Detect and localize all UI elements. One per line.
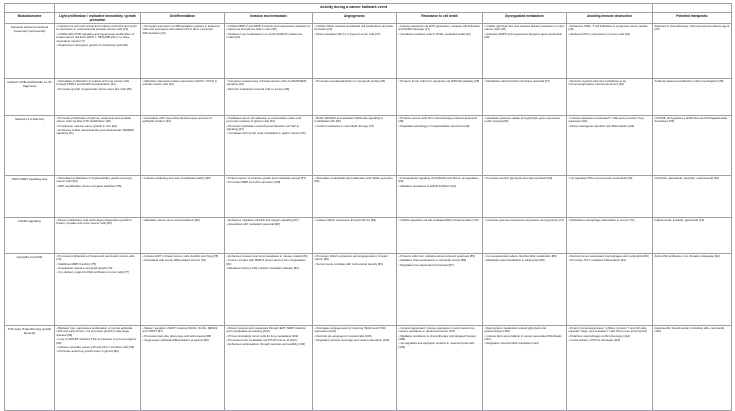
table-cell <box>397 24 483 79</box>
cell-entry: • Limits efficacy of PD-L1 blockade [115] <box>568 337 621 342</box>
cell-entry: • Suppresses clonogenic growth of melanoma cells [28] <box>56 42 128 47</box>
cell-entry: • Loss of SMAD4 switches TGF-β response to pro-tumorigenic [94] <box>56 337 137 345</box>
table-cell <box>313 24 397 79</box>
column-header-row <box>5 13 732 24</box>
table-cell <box>141 79 225 116</box>
cell-entry: • Stimulates proliferation of hepatocellular, gastric and lung cancer cells [54] <box>56 176 132 184</box>
cell-entry: • Modulates mitochondrial membrane potential [37] <box>484 79 550 83</box>
cell-entry: • Promotes growth of pancreatic cancer stem-like cells [35] <box>56 86 132 91</box>
column-header: Modulatorname <box>5 13 55 24</box>
cell-entry: • Down-regulates HIF-1α in hypoxic tumor cells [27] <box>314 31 381 36</box>
cell-entry: • Confers resistance to anti-VEGF therapy [47] <box>314 123 374 128</box>
table-cell <box>567 218 653 254</box>
cell-entry: • Modulates lipid metabolism in adipocytes [89] <box>484 258 545 263</box>
table-cell <box>225 79 313 116</box>
cell-entry: • Forms complex with MMP-9 and protects it from degradation [81] <box>226 258 306 266</box>
cell-entry: • Promotes bone metastasis via PTHrP and IL-11 [102] <box>226 337 297 342</box>
modulator-name: Lipocalin-2 (LCN2) <box>5 254 55 326</box>
table-cell <box>567 24 653 79</box>
cell-entry: • Associated with mesenchymal phenotype and loss of epithelial markers [42] <box>142 116 212 124</box>
cell-entry: • Sensitizes resistant cells to TRAIL-mediated death [32] <box>398 31 471 36</box>
table-row <box>5 24 732 79</box>
cell-entry: • Promotes VEGF expression and angiogenesis in breast cancer [83] <box>314 254 388 262</box>
cell-entry: • Context-dependent: induces apoptosis in early lesions but confers resistance in advanced tumors [107] <box>398 326 475 334</box>
table-cell <box>483 254 567 326</box>
cell-entry: • Stimulates endothelial cell proliferation and VEGF secretion [59] <box>314 176 393 184</box>
table-cell <box>55 326 141 411</box>
table-cell <box>483 79 567 116</box>
column-header: Avoiding immune destruction <box>567 13 653 24</box>
cell-entry: • Iron delivery supports DNA synthesis in tumor cells [77] <box>56 270 130 275</box>
cell-entry: • Increases glucose transporter expression and glycolysis [71] <box>484 218 564 222</box>
cell-entry: Galunisertib, fresolimumab, bintrafusp alfa, vactosertib [116] <box>654 326 725 334</box>
table-cell <box>653 254 732 326</box>
header-empty-cell <box>5 4 55 13</box>
cell-entry: • Modulates macrophage polarization in tumors [72] <box>568 218 635 222</box>
cell-entry: • Potent inducer of invasive growth and metastatic spread [57] <box>226 176 306 180</box>
cell-entry: • Up-regulates PD-L1 and recruits neutrophils [63] <box>568 176 633 180</box>
table-row <box>5 116 732 176</box>
cell-entry: • Enhances extravasation through vascular permeability [103] <box>226 342 305 347</box>
cell-entry: • Induces scattering and loss of epithelial polarity [56] <box>142 176 211 180</box>
cell-entry: • Reprograms metabolism toward glycolysis and glutaminolysis [110] <box>484 326 547 334</box>
cell-entry: • Inhibits Akt/mTOR signaling and suppresses proliferation of breast cancer cell lines (MCF-7, MDA-MB-231) in a dose-dependent manner [7] <box>56 31 135 43</box>
cell-entry: • Regulates pericyte coverage and vessel maturation [106] <box>314 337 390 342</box>
cell-entry: • Suppresses epithelial differentiation programs [99] <box>142 337 209 342</box>
cell-entry: • Induces EMT in breast cancer cells via ERα and Slug [78] <box>142 254 219 258</box>
cell-entry: • Maintains stemness marker expression (SOX2, OCT4) in ovarian cancer cells [22] <box>142 79 218 87</box>
table-cell <box>55 24 141 79</box>
cell-entry: • Stabilizes MMP-9 activity [75] <box>56 261 97 266</box>
table-cell <box>313 176 397 218</box>
cell-entry: • Drives tolerogenic dendritic cell differentiation [52] <box>568 123 635 128</box>
cell-entry: • Promotes MMP and uPA expression [58] <box>226 180 281 185</box>
cell-entry: • Protects tumor cells from apoptosis via PI3K/Akt pathway [25] <box>398 79 480 83</box>
cell-entry: Anti-LCN2 antibodies; iron chelation strategies [92] <box>654 254 720 258</box>
cell-entry: • Stimulates angiogenesis by inducing VEGF and CTGF expression [104] <box>314 326 387 334</box>
table-body <box>5 24 732 411</box>
cell-entry: • Enhances migration via FAK and integrin signaling [67] <box>226 218 299 222</box>
table-cell <box>141 326 225 411</box>
cell-entry: • Elevated urinary LCN2 predicts metastatic disease [82] <box>226 265 299 270</box>
table-cell <box>225 176 313 218</box>
table-cell <box>313 254 397 326</box>
table-cell <box>141 176 225 218</box>
table-cell <box>653 79 732 116</box>
cell-entry: • Facilitates tumor cell adhesion to extracellular matrix and promotes invasion of glioma cells [43] <box>226 116 302 124</box>
table-cell <box>397 79 483 116</box>
table-cell <box>653 116 732 176</box>
cell-entry: • Recruits multipotent stromal cells to tumors [36] <box>226 86 290 91</box>
cell-entry: • Promotes proliferation of glioma, melanoma and prostate cancer cells via Ras-GTP stabilization [39] <box>56 116 132 124</box>
cell-entry: • Promotes autocrine growth loops in glioma [96] <box>56 349 119 354</box>
column-header: Dysregulated metabolism <box>483 13 567 24</box>
cell-entry: • Master regulator of EMT, inducing SNAIL, SLUG, ZEB1/2 and TWIST [97] <box>142 326 218 334</box>
cell-entry: • Regulates mitochondrial respiration [112] <box>484 341 539 346</box>
column-header: Angiogenesis <box>313 13 397 24</box>
table-cell <box>397 116 483 176</box>
modulator-name: IGF1R signaling <box>5 218 55 254</box>
table-cell <box>397 326 483 411</box>
cell-entry: • Mediates resistance to chemotherapy and targeted therapy [108] <box>398 333 476 342</box>
table-cell <box>313 116 397 176</box>
table-cell <box>225 326 313 411</box>
cell-entry: • Mediates chemoresistance in colorectal cancer [86] <box>398 258 467 263</box>
cell-entry: • Induces G1 cell cycle arrest and reduces cyclin D1 and cyclin E expression in colorectal and prostate cancer cells [13] <box>56 24 137 32</box>
cell-entry: • Protects cells from oxidative stress-induced apoptosis [85] <box>398 254 475 258</box>
cell-entry: • Up-regulates anti-apoptotic proteins in mesenchymal cells [109] <box>398 341 475 349</box>
table-cell <box>55 116 141 176</box>
cell-entry: • Inhibits glycolytic flux and reduces lactate production in colon cancer cells [18] <box>484 24 565 32</box>
table-cell <box>313 218 397 254</box>
table-cell <box>653 176 732 218</box>
cell-entry: • Recruits pro-angiogenic myeloid cells [105] <box>314 333 372 338</box>
cell-entry: Adjuvant to chemotherapy; chemopreventive dietary agent [20] <box>654 24 730 32</box>
table-cell <box>55 218 141 254</box>
table-row <box>5 254 732 326</box>
cell-entry: • Associated with poorly differentiated tumors [79] <box>142 258 206 263</box>
cell-entry: • Recruits tumor-associated macrophages and neutrophils [90] <box>568 254 649 258</box>
table-cell <box>483 326 567 411</box>
table-cell <box>567 176 653 218</box>
cell-entry: • Reduces PD-L1 expression on tumor cells [34] <box>568 31 630 36</box>
table-cell <box>55 79 141 116</box>
column-header: Potential therapeutic <box>653 13 732 24</box>
cell-entry: • Primes circulating tumor cells for lung metastasis [101] <box>226 333 299 338</box>
cell-entry: • Induces lipid accumulation in cancer-associated fibroblasts [111] <box>484 333 562 342</box>
table-cell <box>225 218 313 254</box>
cell-entry: • Regulates iron-dependent ferroptosis [87] <box>398 262 454 267</box>
cell-entry: • Potent immunosuppressor: inhibits cytotoxic T and NK cells, expands Tregs, and excludes T cells from tumor stroma [113] <box>568 326 648 334</box>
activity-span-header: Activity during a cancer hallmark event <box>55 4 653 13</box>
cell-entry: • Enhances CD8+ T cell infiltration in syngeneic tumor models [19] <box>568 24 648 32</box>
cell-entry: • Drives proliferation and anchorage-independent growth in breast, prostate and colon cancer cells [65] <box>56 218 132 226</box>
cell-entry: Figitumumab, linsitinib, ganitumab [73] <box>654 218 704 222</box>
table-cell <box>141 254 225 326</box>
column-header: Dedifferentiation <box>141 13 225 24</box>
table-cell <box>313 326 397 411</box>
cell-entry: • Activates AMPK and suppresses lipogenic gene expression [33] <box>484 31 563 40</box>
cell-entry: • Inhibits apoptosis via Akt-mediated BAD phosphorylation [70] <box>398 218 479 222</box>
modulator-name: TGF-beta (Transforming growth factor-β) <box>5 326 55 411</box>
cell-entry: • Serum levels correlate with microvessel density [84] <box>314 261 383 266</box>
cell-entry: • Promotes expression of differentiation markers in leukemia cells and synergizes with vitamin D3 to drive monocytic differentiation [14] <box>142 24 220 35</box>
table-cell <box>141 24 225 79</box>
table-cell <box>225 116 313 176</box>
cell-entry: • Induces VEGF expression through HIF-1α [69] <box>314 218 376 222</box>
table-cell <box>483 218 567 254</box>
modulator-name: Galectin-1 (LGALS1) <box>5 116 55 176</box>
cell-entry: • Promotes Th17-mediated inflammation [91] <box>568 258 626 263</box>
table-cell <box>483 24 567 79</box>
cell-entry: Crizotinib, capmatinib, tepotinib, onartuzumab [64] <box>654 176 719 180</box>
table-row <box>5 176 732 218</box>
table-row <box>5 218 732 254</box>
modulator-name: HGF/c-MET signaling axis <box>5 176 55 218</box>
cell-entry: • Induces apoptosis via ROS generation, caspase-3/9 activation and PARP cleavage [17] <box>398 24 481 32</box>
cell-entry: • Inhibits VEGF-induced endothelial cell proliferation and tube formation [16] <box>314 24 394 32</box>
cell-entry: • Maintains cancer stem cell populations [66] <box>142 218 200 222</box>
table-cell <box>397 176 483 218</box>
cell-entry: • Induces cytostatic genes p15 and p21 in sensitive cells [95] <box>56 344 135 349</box>
cell-entry: • Increases invasiveness of breast cancer cells via MAPK/ERK signaling [23] <box>226 79 307 87</box>
cell-entry: • Recruits myeloid cells and contributes to an immunosuppressive microenvironment [26] <box>568 79 627 87</box>
cell-entry: • Promotes proliferation of breast and pancreatic cancer cells [74] <box>56 254 135 262</box>
table-cell <box>653 218 732 254</box>
cell-entry: • Knockdown reduces xenograft growth [76] <box>56 265 113 270</box>
cell-entry: • Knockdown reduces tumor growth in vivo [40] <box>56 123 117 128</box>
table-cell <box>567 254 653 326</box>
cell-entry: • Regulates autophagy in hepatocellular carcinoma [49] <box>398 123 470 128</box>
cell-entry: • Promotes stem-like phenotype and self-renewal [98] <box>142 333 211 338</box>
cell-entry: Antibody-based neutralization under investigation [38] <box>654 79 724 83</box>
cell-entry: • Inhibits MMP-2 and MMP-9 activity and suppresses migration of melanoma and glioma cells in vitro [15] <box>226 24 311 32</box>
cell-entry: • Enhances H-Ras nanoclustering and downstream Raf/ERK signaling [41] <box>56 127 134 136</box>
cell-entry: • Enhances invasion and lung metastasis in mouse models [80] <box>226 254 308 258</box>
cell-entry: • Iron sequestration alters mitochondrial metabolism [88] <box>484 254 557 258</box>
cell-entry: • Stimulates proliferation of ovarian and lung cancer cells through FPRL1 and EGFR transactivation [21] <box>56 79 130 87</box>
table-cell <box>653 326 732 411</box>
table-cell <box>653 24 732 79</box>
cell-entry: OTX008, anti-galectin-1 antibodies and thiodigalactoside derivatives [53] <box>654 116 728 124</box>
cell-entry: • MET amplification drives oncogene addiction [55] <box>56 183 122 188</box>
cell-entry: • Promotes neovascularization in xenograft models [24] <box>314 79 386 83</box>
column-header: Light proliferation / replicative immortality / growth promotion <box>55 13 141 24</box>
cell-entry: • Modulates glucose uptake and glycolytic gene expression under hypoxia [50] <box>484 116 561 124</box>
column-header: Resistance to cell death <box>397 13 483 24</box>
column-header: Invasion and metastasis <box>225 13 313 24</box>
cell-entry: • Polarizes macrophages to M2 phenotype [114] <box>568 333 630 338</box>
cell-entry: • Promotes epithelial–mesenchymal transition via TGF-β signaling [44] <box>226 123 299 132</box>
hallmark-table <box>4 3 732 411</box>
cell-entry: • Associated with metastatic potential [68] <box>226 222 280 227</box>
header-empty-cell <box>653 4 732 13</box>
cell-entry: • Reduces lung metastases in a murine B16F10 melanoma model [31] <box>226 31 302 40</box>
table-cell <box>567 326 653 411</box>
cell-entry: • Mediates resistance to EGFR inhibitors [61] <box>398 183 457 188</box>
table-cell <box>483 176 567 218</box>
cell-entry: • Anti-apoptotic signaling via PI3K/Akt and Bcl-xL up-regulation [60] <box>398 176 479 184</box>
table-cell <box>141 218 225 254</box>
table-cell <box>567 79 653 116</box>
table-cell <box>397 254 483 326</box>
table-row <box>5 79 732 116</box>
table-cell <box>55 176 141 218</box>
modulator-name: Carnosic acid and carnosol (rosemary compounds) <box>5 24 55 79</box>
table-cell <box>55 254 141 326</box>
cell-entry: • Protects cancer cells from chemotherapy-induced apoptosis [48] <box>398 116 477 124</box>
table-row <box>5 326 732 411</box>
table-cell <box>483 116 567 176</box>
cell-entry: • Drives invasion and metastasis through EMT, MMP induction and cytoskeletal remodeling [100] <box>226 326 307 334</box>
table-cell <box>567 116 653 176</box>
table-cell <box>313 79 397 116</box>
cell-entry: • Promotes aerobic glycolysis and lipid synthesis [62] <box>484 176 553 180</box>
cell-entry: • Induces apoptosis of activated T cells and promotes Treg expansion [51] <box>568 116 644 124</box>
cell-entry: • Correlates with lymph node metastasis in gastric cancer [45] <box>226 131 306 136</box>
cell-entry: • Biphasic role: suppresses proliferation of normal epithelial cells and early tumors, but promotes growth in late-stage disease [93] <box>56 326 133 337</box>
cell-entry: • Binds VEGFR2 and activates VEGF-like signaling in endothelial cells [46] <box>314 116 383 124</box>
table-cell <box>397 218 483 254</box>
modulator-name: Cationic CDB (cathelicidin LL-37 fragment) <box>5 79 55 116</box>
table-cell <box>225 24 313 79</box>
table-cell <box>141 116 225 176</box>
table-cell <box>225 254 313 326</box>
